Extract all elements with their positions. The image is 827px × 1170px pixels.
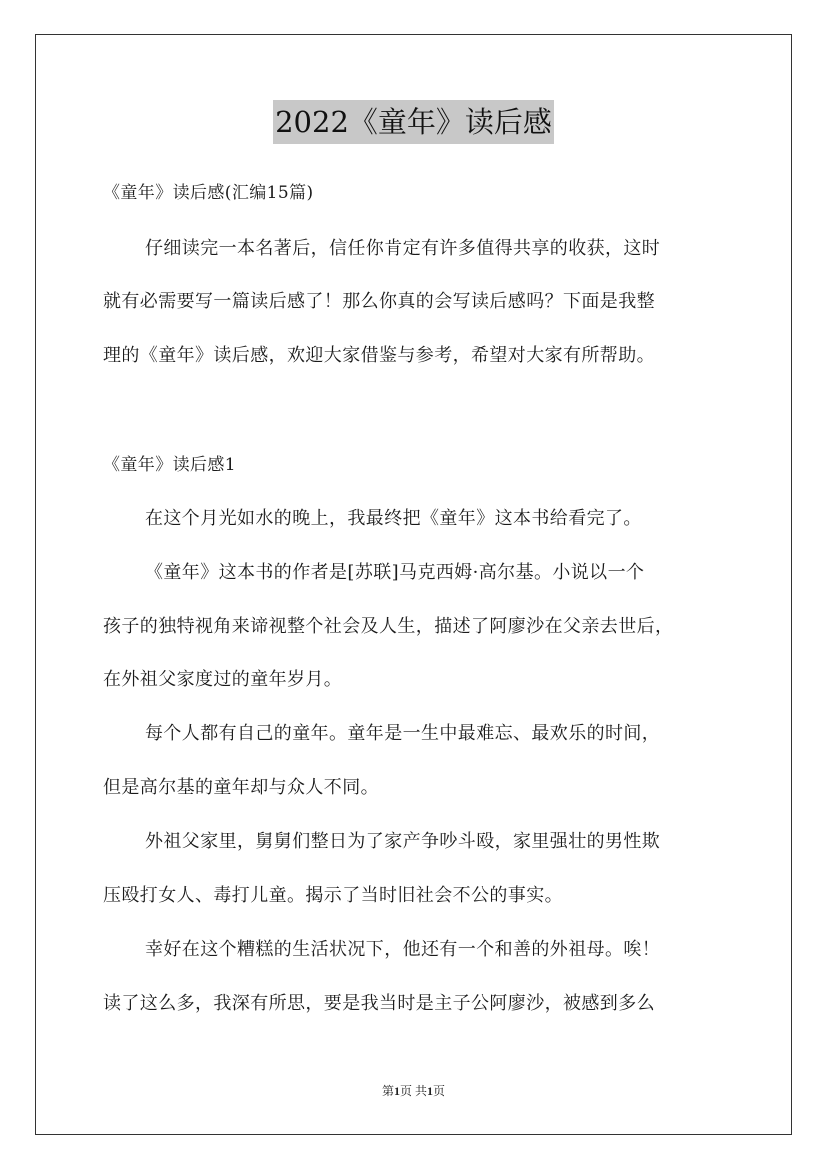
body-line-5: 每个人都有自己的童年。童年是一生中最难忘、最欢乐的时间， — [145, 723, 661, 744]
body-line-4: 在外祖父家度过的童年岁月。 — [103, 669, 343, 690]
page-footer — [0, 1083, 827, 1099]
body-line-3: 孩子的独特视角来谛视整个社会及人生，描述了阿廖沙在父亲去世后， — [103, 616, 674, 637]
title-container — [0, 100, 827, 144]
body-line-10: 读了这么多，我深有所思，要是我当时是主子公阿廖沙，被感到多么 — [103, 993, 655, 1014]
body-line-2: 《童年》这本书的作者是[苏联]马克西姆·高尔基。小说以一个 — [145, 562, 645, 583]
footer-current-page: 1 — [393, 1084, 400, 1098]
body-line-7: 外祖父家里，舅舅们整日为了家产争吵斗殴，家里强壮的男性欺 — [145, 831, 661, 852]
body-line-8: 压殴打女人、毒打儿童。揭示了当时旧社会不公的事实。 — [103, 885, 563, 906]
document-subtitle: 《童年》读后感(汇编15篇) — [103, 183, 314, 203]
section-heading: 《童年》读后感1 — [103, 455, 237, 475]
footer-prefix: 第 — [381, 1084, 394, 1098]
intro-line-1: 仔细读完一本名著后，信任你肯定有许多值得共享的收获，这时 — [145, 238, 661, 259]
footer-total-pages: 1 — [427, 1084, 433, 1098]
body-line-9: 幸好在这个糟糕的生活状况下，他还有一个和善的外祖母。唉！ — [145, 939, 661, 960]
intro-line-2: 就有必需要写一篇读后感了！那么你真的会写读后感吗？下面是我整 — [103, 291, 655, 312]
body-line-1: 在这个月光如水的晚上，我最终把《童年》这本书给看完了。 — [145, 508, 642, 529]
intro-line-3: 理的《童年》读后感，欢迎大家借鉴与参考，希望对大家有所帮助。 — [103, 345, 655, 366]
footer-suffix: 页 — [433, 1084, 446, 1098]
body-line-6: 但是高尔基的童年却与众人不同。 — [103, 777, 379, 798]
footer-mid: 页 共 — [399, 1084, 427, 1098]
document-title: 2022《童年》读后感 — [273, 100, 554, 144]
